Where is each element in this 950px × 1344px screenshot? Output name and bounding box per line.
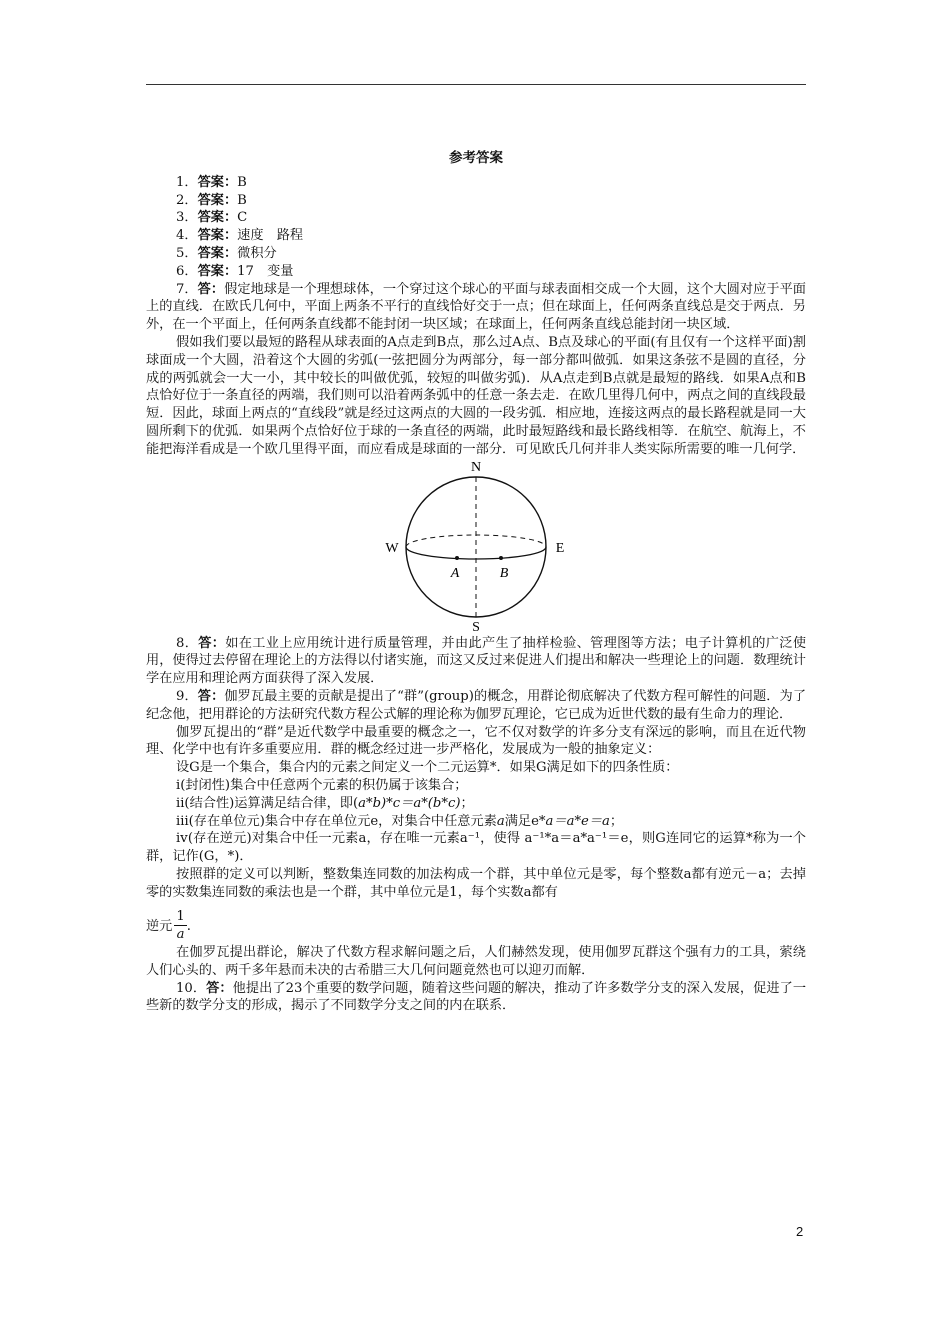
prop-text: ； [609,813,624,829]
answer-7-paragraph-2: 假如我们要以最短的路程从球表面的A点走到B点，那么过A点、B点及球心的平面(有且仅有一个这样平面)割球面成一个大圆，沿着这个大圆的劣弧(一弦把圆分为两部分，每一部分都叫做弧．如果这条弦不是圆的直径，分成的两弧就会一大一小，其中较长的叫做优弧，较短的叫做劣弧)．从A点走到B点就是最短的路线．如果A点和B点恰好位于一条直径的两端，我们则可以沿着两条弧中的任意一条去走．在欧几里得几何中，两点之间的直线段最短．因此，球面上两点的“直线段”就是经过这两点的大圆的一段劣弧．相应地，连接这两点的最长路程就是同一大圆所剩下的优弧．如果两个点恰好位于球的一条直径的两端，此时最短路线和最长路线相等．在航空、航海上，不能把海洋看成是一个欧几里得平面，而应看成是球面的一部分．可见欧氏几何并非人类实际所需要的唯一几何学． [146,334,806,457]
answer-section [146,150,806,1015]
header-rule [146,84,806,85]
answer-label: 答： [197,281,225,297]
answer-label: 答案： [197,228,238,244]
answer-value: B [237,174,247,190]
answer-label: 答案： [197,192,238,208]
answer-label: 答： [198,635,226,651]
answer-text: 伽罗瓦最主要的贡献是提出了“群”(group)的概念，用群论彻底解决了代数方程可解性的问题．为了纪念他，把用群论的方法研究代数方程公式解的理论称为伽罗瓦理论，它已成为近世代数的最有生命力的理论． [146,688,807,722]
answer-label: 答案： [197,245,238,261]
answer-5 [146,245,806,263]
answer-num: 5． [176,245,198,261]
prop-text: ⅲ(存在单位元)集合中存在单位元e，对集合中任意元素 [176,813,497,829]
point-a-dot [455,556,459,560]
answer-text: 如在工业上应用统计进行质量管理，并由此产生了抽样检验、管理图等方法；电子计算机的广泛使用，使得过去停留在理论上的方法得以付诸实施，而这又反过来促进人们提出和解决一些理论上的问题．数理统计学在应用和理论两方面获得了深入发展． [146,635,807,687]
answer-value: B [237,192,247,208]
prop-text: ； [460,795,474,811]
answer-num: 1． [176,174,198,190]
group-definition-intro: 设G是一个集合，集合内的元素之间定义一个二元运算*．如果G满足如下的四条性质： [176,760,679,776]
label-e: E [555,540,565,556]
answer-9-paragraph-5: 在伽罗瓦提出群论，解决了代数方程求解问题之后，人们赫然发现，使用伽罗瓦群这个强有力的工具，萦绕人们心头的、两千多年悬而未决的古希腊三大几何问题竟然也可以迎刃而解． [146,945,806,978]
group-examples: 按照群的定义可以判断，整数集连同数的加法构成一个群，其中单位元是零，每个整数a都有逆元－a；去掉零的实数集连同数的乘法也是一个群，其中单位元是1，每个实数a都有 [146,866,806,900]
section-title: 参考答案 [449,150,503,166]
label-s: S [472,619,480,631]
label-w: W [385,540,399,556]
answer-value: 速度 路程 [237,228,304,244]
answer-value: 17 变量 [237,263,294,279]
answer-text: 假定地球是一个理想球体，一个穿过这个球心的平面与球表面相交成一个大圆，这个大圆对应于平面上的直线．在欧氏几何中，平面上两条不平行的直线恰好交于一点；但在球面上，任何两条直线总是交于两点．另外，在一个平面上，任何两条直线都不能封闭一块区域；在球面上，任何两条直线总能封闭一块区域． [146,281,806,333]
answer-num: 7． [176,281,198,297]
answer-num: 3． [176,210,198,226]
answer-1 [146,174,806,192]
answer-3 [146,209,806,227]
fraction-numerator: 1 [174,908,186,927]
answer-4 [146,227,806,245]
answer-text: 他提出了23个重要的数学问题，随着这些问题的解决，推动了许多数学分支的深入发展，促进了一些新的数学分支的形成，揭示了不同数学分支之间的内在联系． [146,980,807,1014]
answer-num: 8． [176,635,199,651]
answer-num: 10． [176,980,207,996]
prop-text: ⅱ(结合性)运算满足结合律，即( [176,795,359,811]
answer-8 [146,635,806,688]
sphere-diagram [146,461,806,631]
answer-label: 答： [206,980,233,996]
prop-formula: a*b)*c＝a*(b*c) [358,795,461,811]
answer-label: 答： [197,688,225,704]
answer-num: 9． [176,688,198,704]
answer-num: 2． [176,192,198,208]
prop-text: 满足e* [504,813,546,829]
answer-9-paragraph-2: 伽罗瓦提出的“群”是近代数学中最重要的概念之一，它不仅对数学的许多分支有深远的影响，而且在近代物理、化学中也有许多重要应用．群的概念经过进一步严格化，发展成为一般的抽象定义： [146,724,806,758]
answer-value: 微积分 [237,245,277,261]
point-b-dot [499,556,503,560]
label-n: N [470,460,482,475]
answer-label: 答案： [197,210,238,226]
page-number: 2 [796,1224,804,1239]
answer-value: C [237,210,248,226]
answer-9-paragraph-1 [146,688,806,724]
answer-6 [146,263,806,281]
answer-num: 6． [176,263,198,279]
answer-10 [146,980,806,1016]
fraction-denominator: a [176,927,185,943]
answer-label: 答案： [197,263,238,279]
sentence-end: . [186,918,191,934]
label-b: B [499,565,509,581]
inverse-element-line [146,902,806,945]
group-property-identity [146,813,806,831]
answer-label: 答案： [197,174,238,190]
prop-var: a [496,813,505,829]
answer-7-paragraph-1 [146,281,806,334]
fraction-one-over-a [174,908,186,945]
group-property-associativity [146,795,806,813]
answer-num: 4． [176,228,198,244]
label-a: A [450,565,460,581]
prop-formula: a＝a*e＝a [545,813,610,829]
inverse-label: 逆元 [146,918,173,934]
answer-2 [146,192,806,210]
group-property-closure: ⅰ(封闭性)集合中任意两个元素的积仍属于该集合； [176,777,468,793]
sphere-figure [146,461,806,631]
group-property-inverse: ⅳ(存在逆元)对集合中任一元素a，存在唯一元素a⁻¹，使得 a⁻¹*a＝a*a⁻¹＝e，则G连同它的运算*称为一个群，记作(G，*)． [146,831,806,865]
